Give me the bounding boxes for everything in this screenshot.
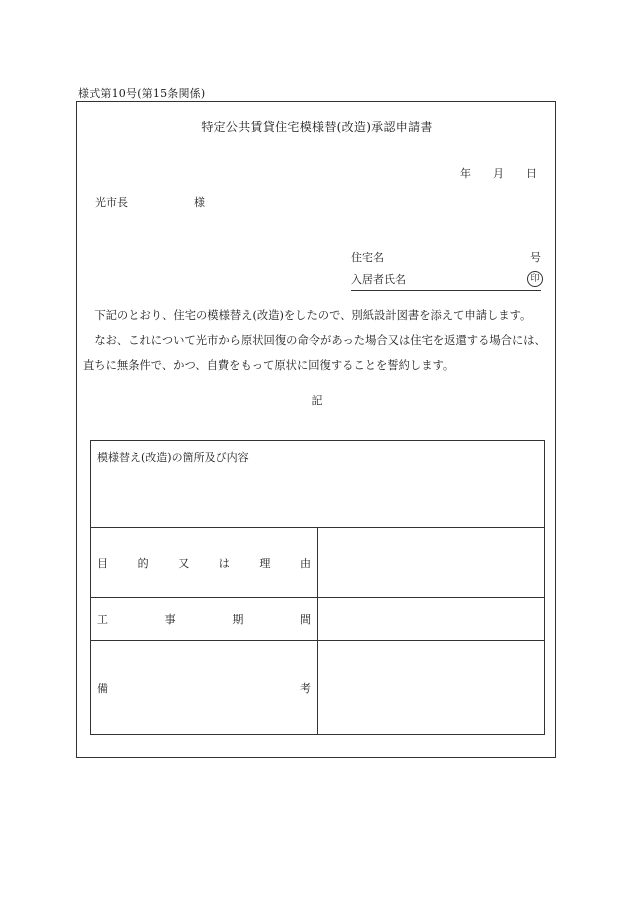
detail-table xyxy=(90,440,545,735)
period-field[interactable] xyxy=(318,598,545,641)
tenant-name-row xyxy=(351,271,541,291)
period-label: 工 事 期 間 xyxy=(97,613,311,626)
application-date: 年 月 日 xyxy=(460,167,537,180)
period-label-cell xyxy=(91,598,318,641)
addressee-name: 光市長 xyxy=(95,196,128,209)
seal-icon: 印 xyxy=(527,271,543,287)
renovation-details-label: 模様替え(改造)の箇所及び内容 xyxy=(97,451,249,464)
residence-label: 住宅名 xyxy=(351,251,384,264)
remarks-label: 備 考 xyxy=(97,681,311,695)
residence-row xyxy=(351,249,541,266)
purpose-label: 目 的 又 は 理 由 xyxy=(97,556,311,570)
residence-suffix: 号 xyxy=(530,251,541,264)
statement-paragraph-2: なお、これについて光市から原状回復の命令があった場合又は住宅を返還する場合には、直ちに無条件で、かつ、自費をもって原状に回復することを誓約します。 xyxy=(83,334,546,372)
remarks-field[interactable] xyxy=(318,641,545,735)
addressee-honorific: 様 xyxy=(194,196,205,209)
form-title: 特定公共賃貸住宅模様替(改造)承認申請書 xyxy=(201,120,433,134)
purpose-field[interactable] xyxy=(318,528,545,598)
statement-paragraph-1: 下記のとおり、住宅の模様替え(改造)をしたので、別紙設計図書を添えて申請します。 xyxy=(94,309,532,322)
ki-heading: 記 xyxy=(311,394,323,407)
remarks-label-cell xyxy=(91,641,318,735)
application-statement xyxy=(83,303,553,378)
purpose-label-cell xyxy=(91,528,318,598)
applicant-block xyxy=(351,249,541,296)
form-number: 様式第10号(第15条関係) xyxy=(78,87,206,100)
form-frame xyxy=(76,101,556,758)
tenant-name-label: 入居者氏名 xyxy=(351,273,406,286)
addressee xyxy=(95,194,205,210)
renovation-details-cell[interactable] xyxy=(91,441,545,528)
